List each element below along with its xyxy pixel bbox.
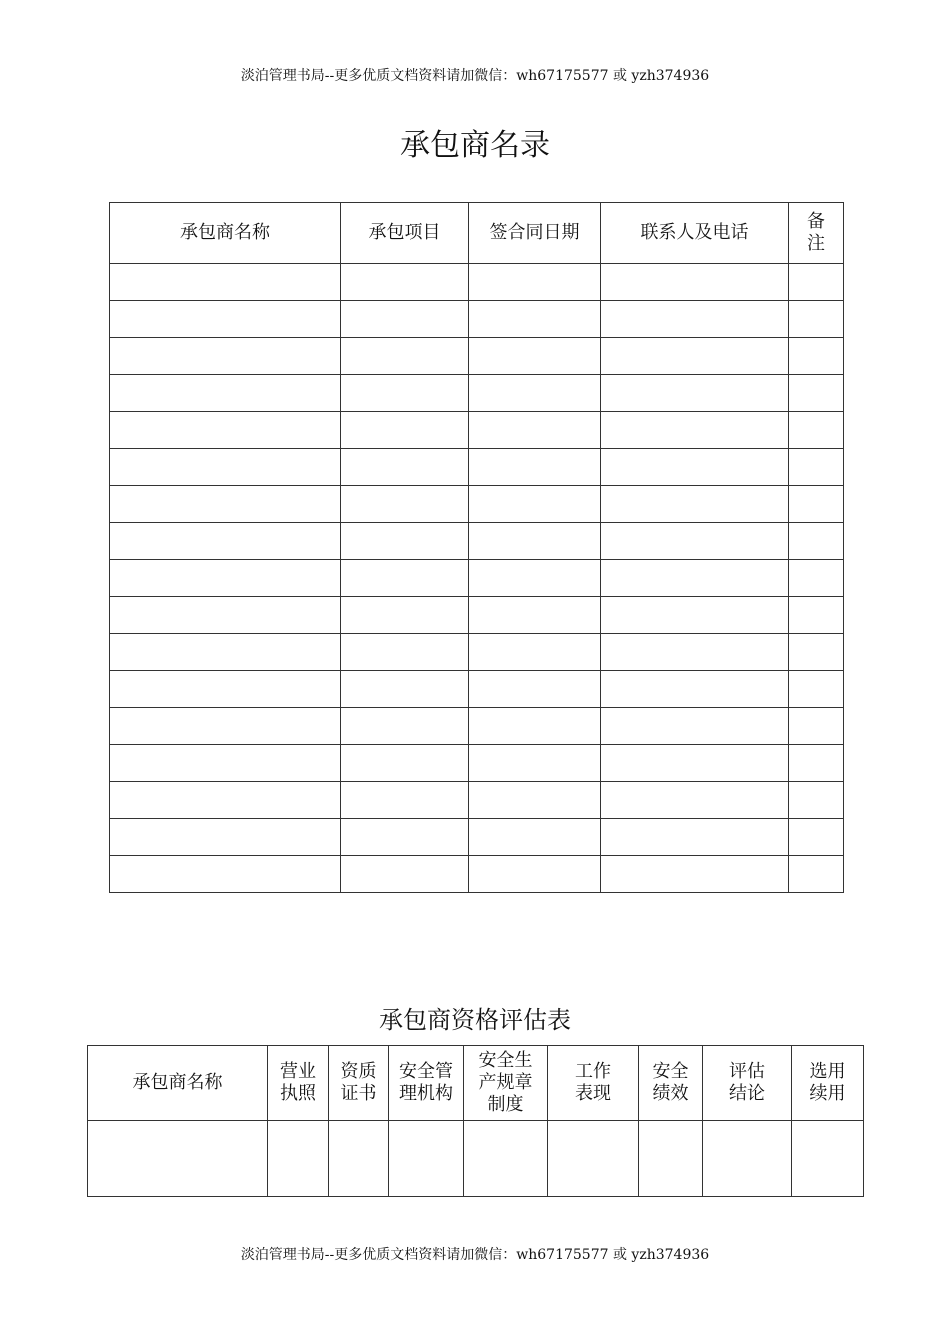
- table-cell[interactable]: [341, 671, 469, 708]
- table-row: [110, 745, 844, 782]
- table-cell[interactable]: [329, 1121, 389, 1197]
- header-business-license: 营业 执照: [268, 1046, 329, 1121]
- table-cell[interactable]: [110, 486, 341, 523]
- table-cell[interactable]: [341, 449, 469, 486]
- table-cell[interactable]: [601, 375, 789, 412]
- table-cell[interactable]: [341, 708, 469, 745]
- table-cell[interactable]: [601, 856, 789, 893]
- table-row: [110, 338, 844, 375]
- table-cell[interactable]: [789, 856, 844, 893]
- table-cell[interactable]: [469, 523, 601, 560]
- table-cell[interactable]: [110, 671, 341, 708]
- table-cell[interactable]: [792, 1121, 864, 1197]
- table-cell[interactable]: [601, 264, 789, 301]
- table-cell[interactable]: [601, 301, 789, 338]
- table-cell[interactable]: [601, 782, 789, 819]
- table-cell[interactable]: [601, 708, 789, 745]
- table-cell[interactable]: [469, 782, 601, 819]
- table-row: [110, 671, 844, 708]
- table-cell[interactable]: [110, 856, 341, 893]
- table-cell[interactable]: [110, 782, 341, 819]
- table-cell[interactable]: [469, 708, 601, 745]
- table-cell[interactable]: [341, 597, 469, 634]
- table-cell[interactable]: [469, 597, 601, 634]
- header-selection: 选用 续用: [792, 1046, 864, 1121]
- table-cell[interactable]: [268, 1121, 329, 1197]
- table-cell[interactable]: [601, 486, 789, 523]
- table-cell[interactable]: [389, 1121, 464, 1197]
- table-cell[interactable]: [341, 412, 469, 449]
- table-cell[interactable]: [110, 634, 341, 671]
- header-safety-record: 安全 绩效: [639, 1046, 703, 1121]
- table-cell[interactable]: [789, 412, 844, 449]
- table-row: [110, 301, 844, 338]
- table-cell[interactable]: [110, 819, 341, 856]
- table-header-row: [88, 1046, 864, 1121]
- header-contractor-name: 承包商名称: [110, 203, 341, 264]
- header-safety-rules: 安全生 产规章 制度: [464, 1046, 548, 1121]
- table-cell[interactable]: [469, 338, 601, 375]
- table-row: [110, 856, 844, 893]
- table-row: [110, 708, 844, 745]
- table-row: [110, 412, 844, 449]
- table-cell[interactable]: [110, 708, 341, 745]
- table-cell[interactable]: [789, 634, 844, 671]
- header-work-performance: 工作 表现: [548, 1046, 639, 1121]
- header-contract-date: 签合同日期: [469, 203, 601, 264]
- table-cell[interactable]: [110, 745, 341, 782]
- header-remarks: 备 注: [789, 203, 844, 264]
- table-row: [110, 486, 844, 523]
- table-cell[interactable]: [789, 301, 844, 338]
- table-cell[interactable]: [469, 412, 601, 449]
- table-cell[interactable]: [110, 338, 341, 375]
- table-cell[interactable]: [601, 560, 789, 597]
- table-cell[interactable]: [601, 412, 789, 449]
- table-cell[interactable]: [789, 745, 844, 782]
- table-cell[interactable]: [341, 523, 469, 560]
- table-row: [110, 560, 844, 597]
- table-cell[interactable]: [110, 264, 341, 301]
- table-cell[interactable]: [341, 301, 469, 338]
- table-cell[interactable]: [469, 745, 601, 782]
- table-cell[interactable]: [789, 375, 844, 412]
- table-cell[interactable]: [789, 782, 844, 819]
- contractor-assessment-table: [87, 1045, 864, 1197]
- table-cell[interactable]: [110, 597, 341, 634]
- table-cell[interactable]: [548, 1121, 639, 1197]
- table-cell[interactable]: [789, 708, 844, 745]
- contractor-directory-table: [109, 202, 844, 893]
- table-cell[interactable]: [601, 597, 789, 634]
- table-cell[interactable]: [110, 375, 341, 412]
- header-qualification-cert: 资质 证书: [329, 1046, 389, 1121]
- table-cell[interactable]: [469, 264, 601, 301]
- table-cell[interactable]: [601, 819, 789, 856]
- table-header-row: [110, 203, 844, 264]
- table-cell[interactable]: [469, 301, 601, 338]
- table-cell[interactable]: [341, 634, 469, 671]
- table-cell[interactable]: [110, 412, 341, 449]
- table-row: [110, 634, 844, 671]
- table-cell[interactable]: [469, 375, 601, 412]
- table-cell[interactable]: [341, 819, 469, 856]
- table-cell[interactable]: [110, 560, 341, 597]
- table-row: [110, 782, 844, 819]
- header-contact-phone: 联系人及电话: [601, 203, 789, 264]
- directory-title: 承包商名录: [400, 128, 550, 163]
- table-cell[interactable]: [469, 856, 601, 893]
- table-cell[interactable]: [789, 819, 844, 856]
- table-cell[interactable]: [341, 486, 469, 523]
- table-cell[interactable]: [601, 745, 789, 782]
- header-contract-project: 承包项目: [341, 203, 469, 264]
- table-cell[interactable]: [601, 338, 789, 375]
- table-row: [110, 264, 844, 301]
- table-cell[interactable]: [789, 338, 844, 375]
- table-cell[interactable]: [110, 301, 341, 338]
- table-cell[interactable]: [789, 523, 844, 560]
- table-cell[interactable]: [789, 449, 844, 486]
- header-contractor-name: 承包商名称: [88, 1046, 268, 1121]
- table-row: [110, 597, 844, 634]
- table-row: [110, 375, 844, 412]
- table-cell[interactable]: [341, 856, 469, 893]
- table-cell[interactable]: [341, 782, 469, 819]
- table-cell[interactable]: [601, 449, 789, 486]
- assessment-title: 承包商资格评估表: [379, 1006, 571, 1034]
- table-cell[interactable]: [601, 671, 789, 708]
- table-cell[interactable]: [469, 560, 601, 597]
- table-cell[interactable]: [341, 338, 469, 375]
- table-row: [110, 523, 844, 560]
- table-row: [110, 449, 844, 486]
- table-cell[interactable]: [469, 671, 601, 708]
- table-cell[interactable]: [601, 634, 789, 671]
- table-row: [110, 819, 844, 856]
- header-safety-org: 安全管 理机构: [389, 1046, 464, 1121]
- table-cell[interactable]: [110, 449, 341, 486]
- header-assessment-result: 评估 结论: [703, 1046, 792, 1121]
- table-cell[interactable]: [341, 560, 469, 597]
- table-cell[interactable]: [703, 1121, 792, 1197]
- table-cell[interactable]: [789, 264, 844, 301]
- page-header: 淡泊管理书局--更多优质文档资料请加微信：wh67175577 或 yzh374936: [240, 68, 710, 84]
- table-cell[interactable]: [341, 264, 469, 301]
- table-cell[interactable]: [469, 634, 601, 671]
- table-cell[interactable]: [789, 597, 844, 634]
- table-cell[interactable]: [789, 671, 844, 708]
- table-cell[interactable]: [110, 523, 341, 560]
- table-cell[interactable]: [601, 523, 789, 560]
- table-cell[interactable]: [341, 745, 469, 782]
- table-cell[interactable]: [789, 560, 844, 597]
- table-cell[interactable]: [639, 1121, 703, 1197]
- table-cell[interactable]: [88, 1121, 268, 1197]
- table-cell[interactable]: [469, 819, 601, 856]
- table-row: [88, 1121, 864, 1197]
- table-cell[interactable]: [789, 486, 844, 523]
- table-cell[interactable]: [464, 1121, 548, 1197]
- table-cell[interactable]: [469, 449, 601, 486]
- table-cell[interactable]: [469, 486, 601, 523]
- table-cell[interactable]: [341, 375, 469, 412]
- page-footer: 淡泊管理书局--更多优质文档资料请加微信：wh67175577 或 yzh374936: [240, 1247, 710, 1263]
